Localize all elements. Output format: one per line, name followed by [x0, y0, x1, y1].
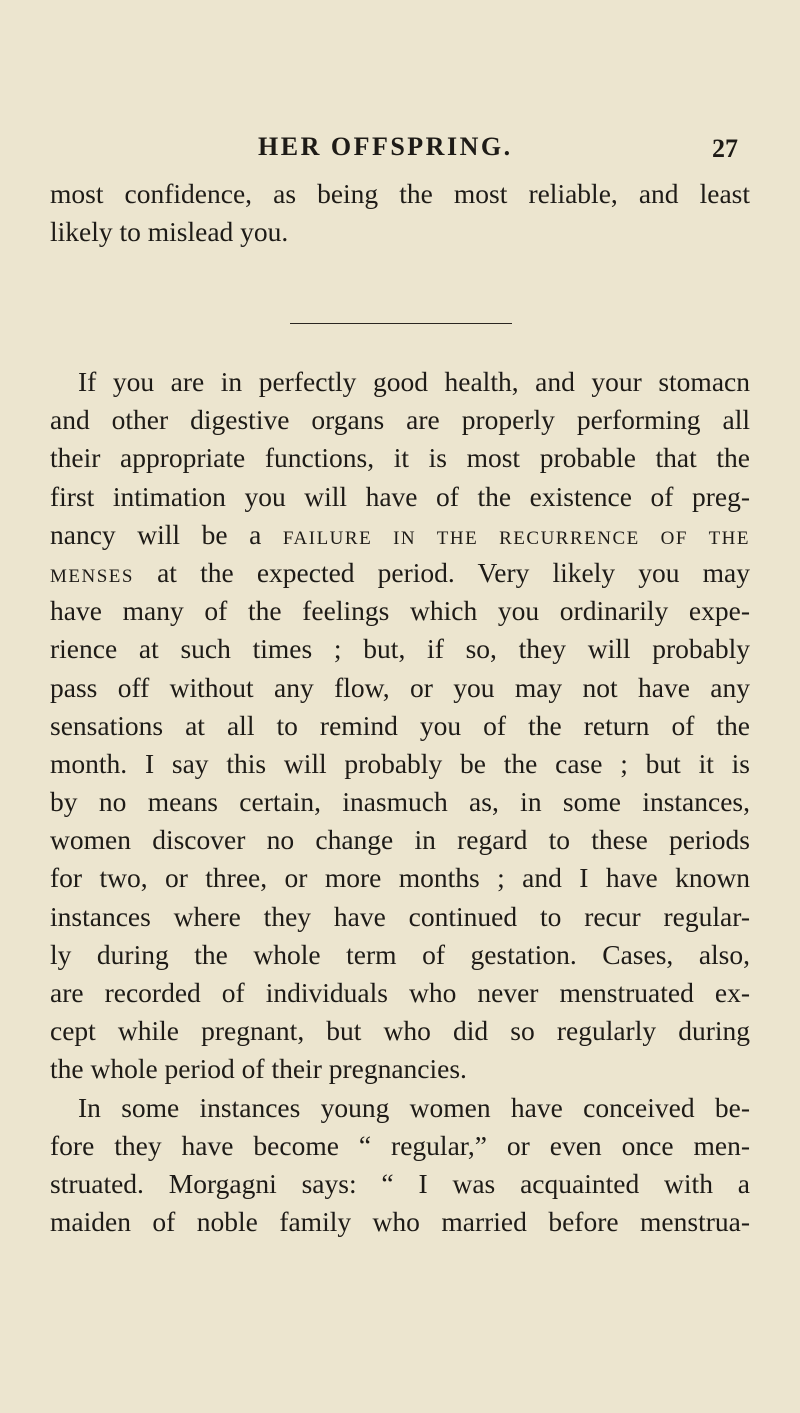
text-line: ly during the whole term of gestation. Cases, also, — [50, 938, 750, 970]
main-text — [50, 363, 750, 1241]
text-line — [50, 516, 750, 554]
text-line: by no means certain, inasmuch as, in some instances, — [50, 786, 750, 818]
text-line: instances where they have continued to recur regular- — [50, 900, 750, 932]
text-line: first intimation you will have of the existence of preg- — [50, 480, 750, 512]
text-segment: at the expected period. Very likely you may — [133, 556, 750, 588]
small-caps-emphasis: FAILURE IN THE RECURRENCE OF THE — [282, 527, 750, 549]
continued-paragraph — [50, 175, 750, 251]
text-line: likely to mislead you. — [50, 216, 289, 248]
text-line: sensations at all to remind you of the return of the — [50, 709, 750, 741]
text-line: the whole period of their pregnancies. — [50, 1053, 467, 1085]
text-line: for two, or three, or more months ; and I have known — [50, 862, 750, 894]
text-line: rience at such times ; but, if so, they will probably — [50, 633, 750, 665]
small-caps-emphasis: MENSES — [50, 565, 134, 587]
text-line: cept while pregnant, but who did so regularly during — [50, 1015, 750, 1047]
text-line — [50, 554, 750, 592]
text-segment: nancy will be a — [50, 518, 283, 550]
text-line: month. I say this will probably be the case ; but it is — [50, 747, 750, 779]
page-number: 27 — [712, 134, 738, 163]
text-line: fore they have become “ regular,” or even once men- — [50, 1129, 750, 1161]
running-head: HER OFFSPRING. — [258, 132, 513, 161]
text-line: and other digestive organs are properly performing all — [50, 404, 750, 436]
text-line: maiden of noble family who married before menstrua- — [50, 1206, 750, 1238]
text-line: struated. Morgagni says: “ I was acquainted with a — [50, 1167, 750, 1199]
text-line: their appropriate functions, it is most probable that the — [50, 442, 750, 474]
text-line: most confidence, as being the most reliable, and least — [50, 178, 750, 209]
text-line: have many of the feelings which you ordinarily expe- — [50, 595, 750, 627]
text-line: women discover no change in regard to these periods — [50, 824, 750, 856]
text-line: If you are in perfectly good health, and your stomacn — [78, 366, 750, 397]
text-line: are recorded of individuals who never menstruated ex- — [50, 977, 750, 1008]
text-line: In some instances young women have conceived be- — [78, 1091, 750, 1123]
text-line: pass off without any flow, or you may not have any — [50, 671, 750, 703]
section-divider — [290, 323, 512, 324]
